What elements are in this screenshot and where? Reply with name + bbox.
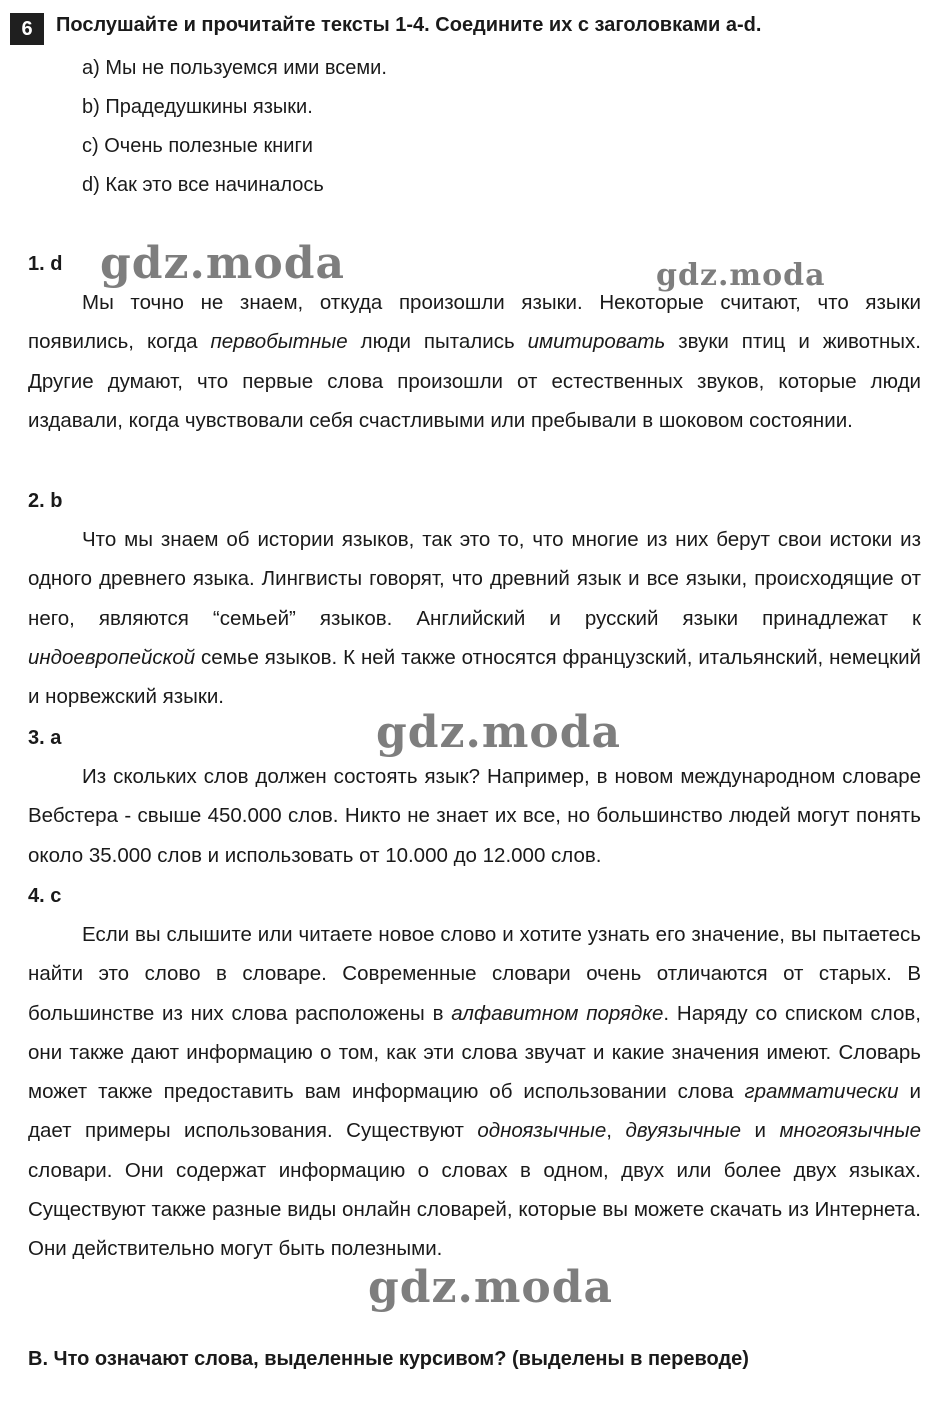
watermark-logo: gdz.moda	[100, 238, 346, 289]
italic-term: индоевропейской	[28, 645, 196, 669]
option-b: b) Прадедушкины языки.	[82, 96, 313, 118]
text-segment: звуки птиц и животных. Другие думают, что первые слова произошли от естественных звуков, которые люди издавали, когда чувствовали себя счастливыми или пребывали в шоковом состоянии.	[28, 330, 921, 432]
watermark-logo: gdz.moda	[368, 1262, 614, 1313]
text-segment: и дает примеры использования. Существуют	[28, 1080, 921, 1143]
italic-term: двуязычные	[625, 1119, 742, 1143]
question-b: B. Что означают слова, выделенные курсивом? (выделены в переводе)	[28, 1348, 749, 1370]
option-a: a) Мы не пользуемся ими всеми.	[82, 57, 387, 79]
section-1-label: 1. d	[28, 253, 63, 275]
italic-term: алфавитном порядке	[451, 1001, 664, 1025]
text-segment: . Наряду со списком слов, они также дают информацию о том, как эти слова звучат и какие значения имеют. Словарь может также предоставить вам информацию об использовании слова	[28, 1001, 921, 1104]
text-segment: ,	[606, 1119, 626, 1143]
italic-term: одноязычные	[477, 1119, 607, 1143]
text-segment: семье языков. К ней также относятся французский, итальянский, немецкий и норвежский языки.	[28, 645, 921, 709]
text-segment: Мы точно не знаем, откуда произошли языки. Некоторые считают, что языки появились, когда	[28, 291, 921, 354]
task-title: Послушайте и прочитайте тексты 1-4. Соедините их с заголовками a-d.	[56, 14, 762, 36]
section-2-text	[28, 520, 921, 716]
text-segment: Из скольких слов должен состоять язык? Например, в новом международном словаре Вебстера - свыше 450.000 слов. Никто не знает их все, но большинство людей могут понять около 35.000 слов и использовать от 10.000 до 12.000 слов.	[28, 765, 921, 867]
text-segment: Если вы слышите или читаете новое слово и хотите узнать его значение, вы пытаетесь найти это слово в словаре. Современные словари очень отличаются от старых. В большинстве из них слова расположены в	[28, 923, 921, 1025]
option-d: d) Как это все начиналось	[82, 174, 324, 196]
task-number-badge: 6	[10, 13, 44, 45]
italic-term: грамматически	[744, 1080, 899, 1104]
text-segment: Что мы знаем об истории языков, так это то, что многие из них берут свои истоки из одного древнего языка. Лингвисты говорят, что древний язык и все языки, происходящие от него, являются “семьей” языков. Английский и русский языки принадлежат к	[28, 528, 921, 630]
section-4-text	[28, 915, 921, 1269]
section-3-text	[28, 757, 921, 875]
watermark-logo: gdz.moda	[656, 258, 826, 293]
section-2-label: 2. b	[28, 490, 63, 512]
text-segment: и	[741, 1119, 780, 1143]
italic-term: первобытные	[210, 330, 348, 354]
italic-term: имитировать	[527, 330, 666, 354]
section-1-text	[28, 283, 921, 440]
section-4-label: 4. c	[28, 885, 62, 907]
text-segment: люди пытались	[347, 330, 528, 354]
text-segment: словари. Они содержат информацию о словах в одном, двух или более двух языках. Существуют также разные виды онлайн словарей, которые вы можете скачать из Интернета. Они действительно могут быть полезными.	[28, 1158, 921, 1261]
italic-term: многоязычные	[779, 1119, 921, 1143]
option-c: c) Очень полезные книги	[82, 135, 313, 157]
watermark-logo: gdz.moda	[376, 707, 622, 758]
section-3-label: 3. a	[28, 727, 62, 749]
